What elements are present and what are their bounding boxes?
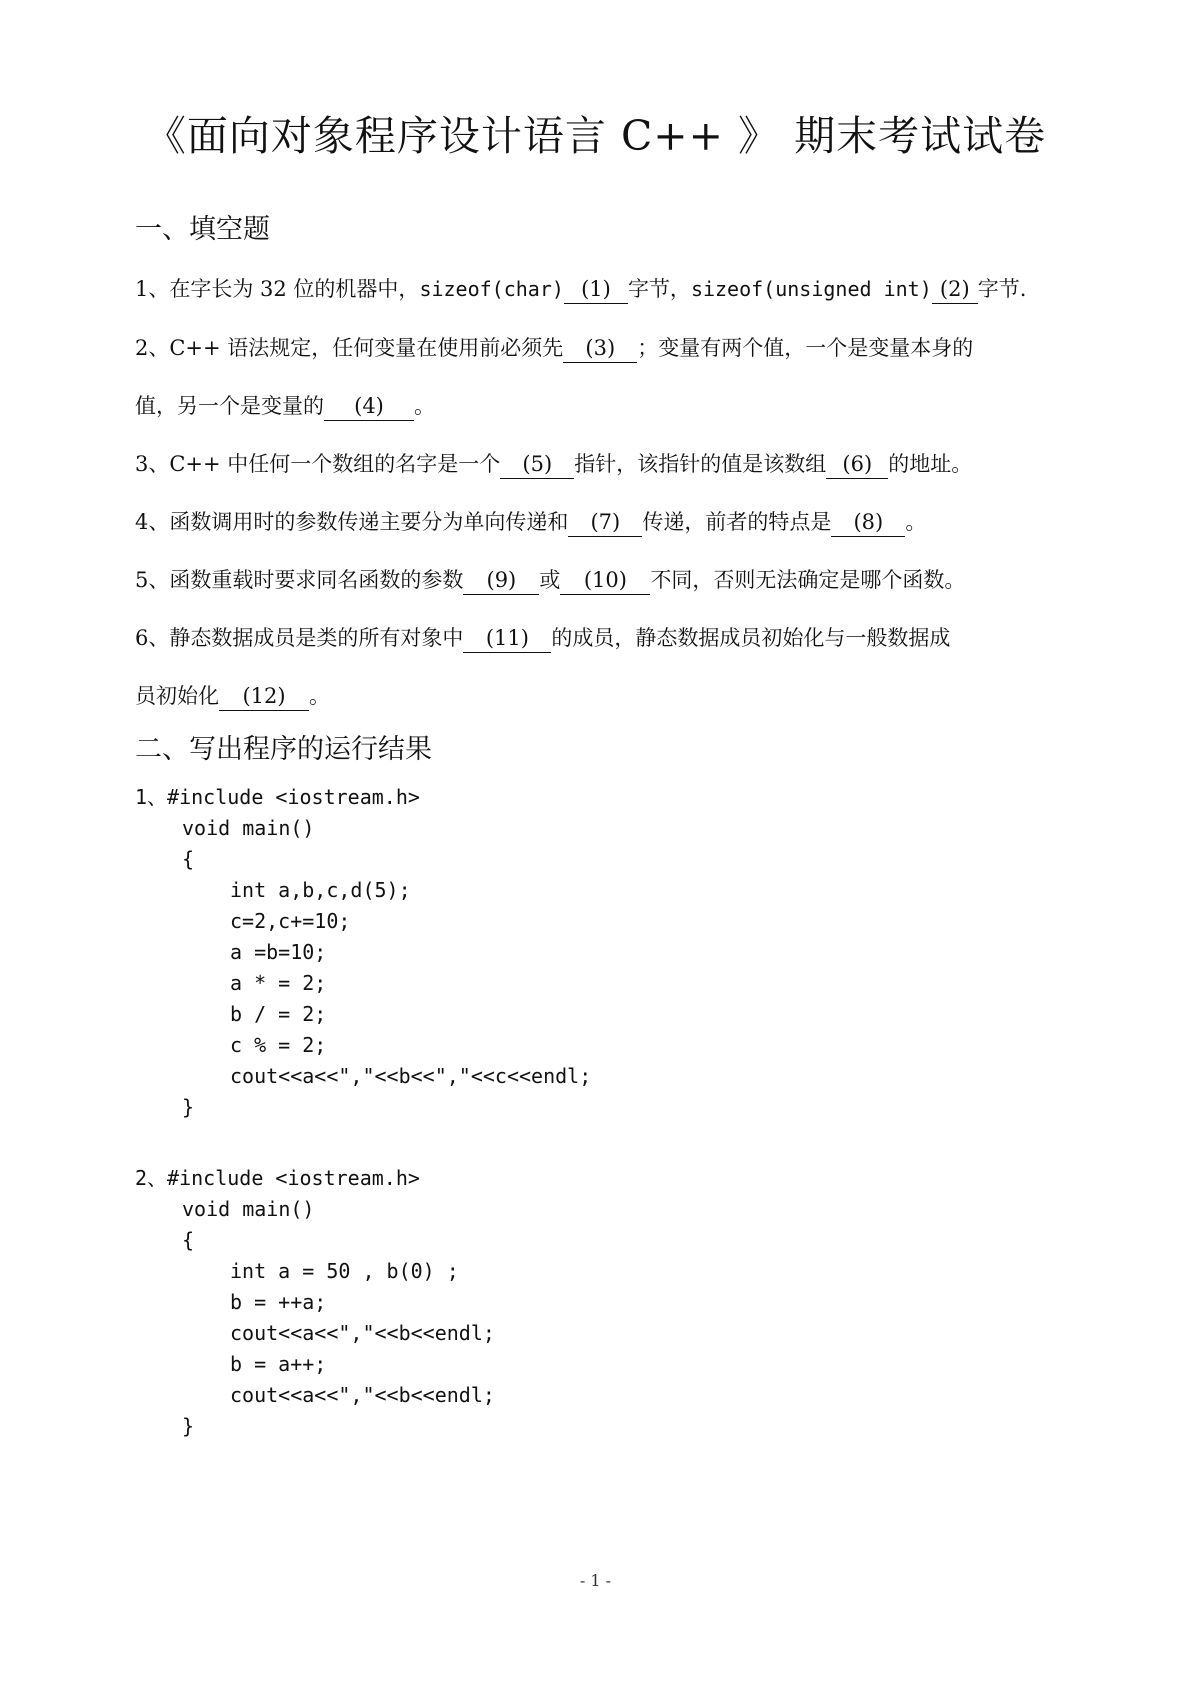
code-line: cout<<a<<","<<b<<endl; — [230, 1321, 495, 1345]
code-line: b / = 2; — [230, 1002, 327, 1026]
code-line: int a = 50 , b(0) ; — [230, 1259, 459, 1283]
code-line: cout<<a<<","<<b<<","<<c<<endl; — [230, 1064, 592, 1088]
blank-12: (12) — [219, 682, 309, 711]
question-6: 6、静态数据成员是类的所有对象中 (11) 的成员，静态数据成员初始化与一般数据成 — [135, 622, 950, 654]
code-line: b = ++a; — [230, 1290, 327, 1314]
code-line: c=2,c+=10; — [230, 909, 351, 933]
code-line: void main() — [182, 816, 315, 840]
blank-3: (3) — [563, 334, 637, 363]
code-line: c % = 2; — [230, 1033, 327, 1057]
blank-5: (5) — [500, 450, 574, 479]
question-6-cont: 员初始化 (12) 。 — [135, 680, 330, 712]
code-line: } — [182, 1095, 195, 1119]
blank-9: (9) — [463, 566, 539, 595]
code-line: a * = 2; — [230, 971, 327, 995]
code-line: 2、#include <iostream.h> — [135, 1166, 420, 1190]
section-fill-in-heading: 一、填空题 — [135, 214, 270, 245]
code-line: int a,b,c,d(5); — [230, 878, 411, 902]
code-line: cout<<a<<","<<b<<endl; — [230, 1383, 495, 1407]
code-line: void main() — [182, 1197, 315, 1221]
blank-4: (4) — [324, 392, 414, 421]
blank-10: (10) — [560, 566, 650, 595]
section-program-output-heading: 二、写出程序的运行结果 — [135, 734, 432, 765]
question-3: 3、C++ 中任何一个数组的名字是一个 (5) 指针，该指针的值是该数组 (6) 的地址。 — [135, 448, 972, 480]
code-line: { — [182, 847, 195, 871]
blank-1: (1) — [564, 275, 628, 304]
exam-title: 《面向对象程序设计语言 C++ 》 期末考试试卷 — [144, 112, 1047, 160]
page-number: - 1 - — [579, 1571, 612, 1590]
blank-2: (2) — [932, 275, 978, 304]
blank-8: (8) — [831, 508, 905, 537]
blank-11: (11) — [463, 624, 551, 653]
question-2: 2、C++ 语法规定，任何变量在使用前必须先 (3) ；变量有两个值，一个是变量本身的 — [135, 332, 973, 364]
code-line: a =b=10; — [230, 940, 327, 964]
code-line: b = a++; — [230, 1352, 327, 1376]
code-line: { — [182, 1228, 195, 1252]
question-1: 1、在字长为 32 位的机器中，sizeof(char) (1) 字节，sizeof(unsigned int) (2) 字节. — [135, 273, 1026, 305]
question-4: 4、函数调用时的参数传递主要分为单向传递和 (7) 传递，前者的特点是 (8) 。 — [135, 506, 926, 538]
question-5: 5、函数重载时要求同名函数的参数 (9) 或 (10) 不同，否则无法确定是哪个函数。 — [135, 564, 965, 596]
blank-7: (7) — [568, 508, 642, 537]
blank-6: (6) — [826, 450, 888, 479]
code-line: } — [182, 1414, 195, 1438]
question-2-cont: 值，另一个是变量的 (4) 。 — [135, 390, 435, 422]
code-line: 1、#include <iostream.h> — [135, 785, 420, 809]
